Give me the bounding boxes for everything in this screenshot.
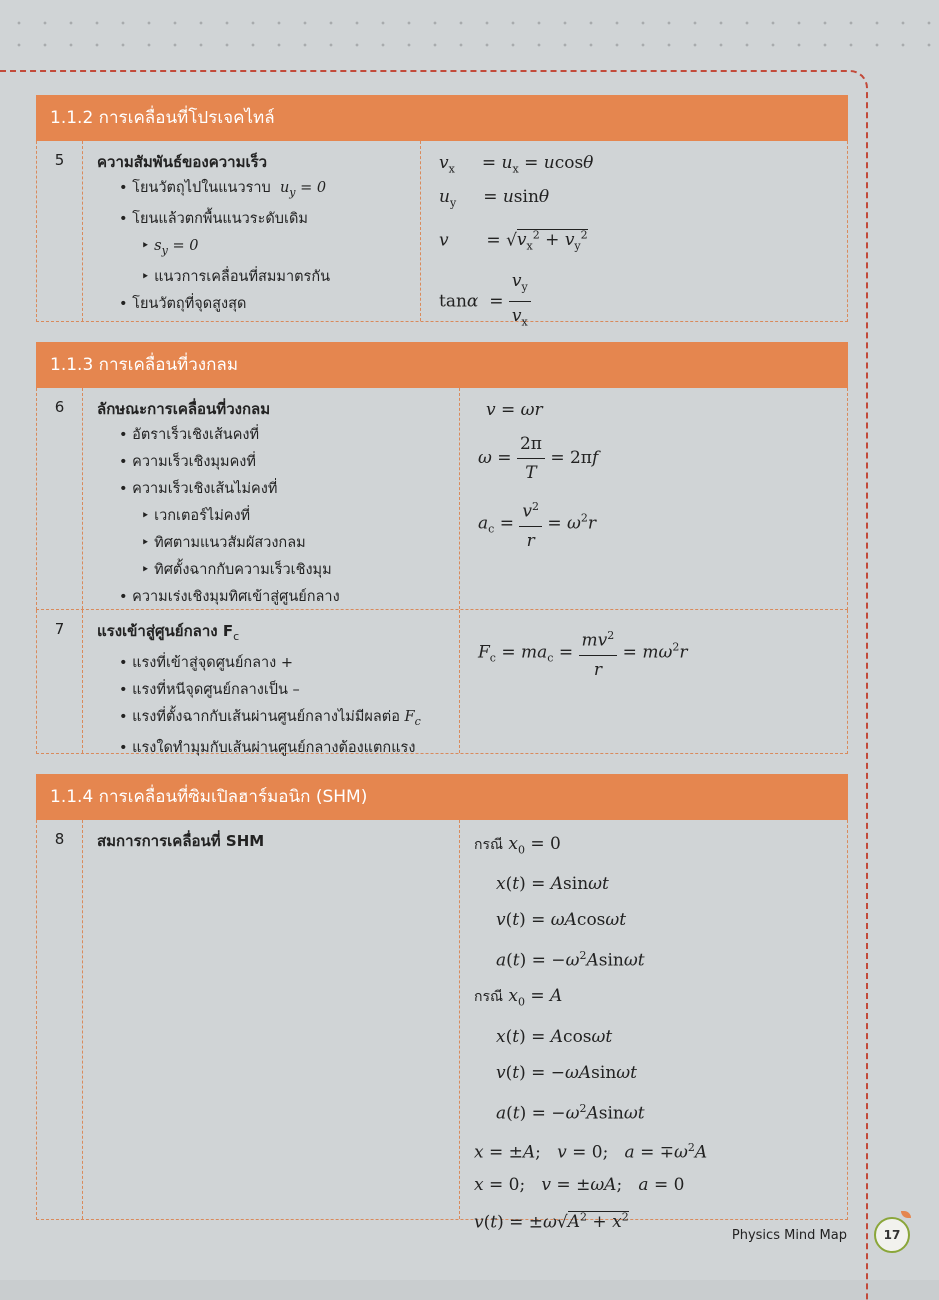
- list-item: • แรงที่ตั้งฉากกับเส้นผ่านศูนย์กลางไม่มีผลต่อ $F_c$: [119, 709, 421, 728]
- list-item: ‣ เวกเตอร์ไม่คงที่: [141, 508, 251, 524]
- row-description: [83, 141, 420, 321]
- leaf-icon: [901, 1211, 911, 1218]
- math-expression: $F_c$: [404, 709, 421, 728]
- row-number: 8: [37, 820, 83, 1219]
- list-item: • ความเร็วเชิงเส้นไม่คงที่: [119, 481, 278, 497]
- formula: v(t) = ωAcosωt: [496, 910, 627, 931]
- formula: กรณี $x_0 = A$: [474, 986, 563, 1009]
- row-title: สมการการเคลื่อนที่ SHM: [97, 832, 265, 850]
- formula: x = ±A; v = 0; $a = \mp\omega^2A$: [474, 1141, 708, 1163]
- row-description: [83, 820, 459, 1219]
- list-item: • อัตราเร็วเชิงเส้นคงที่: [119, 427, 260, 443]
- formula: กรณี $x_0 = 0$: [474, 834, 561, 857]
- formula: x(t) = Asinωt: [496, 874, 609, 895]
- formula: v = $√v_x^2 + v_y^2$: [439, 228, 588, 253]
- list-item: • แรงใดทำมุมกับเส้นผ่านศูนย์กลางต้องแตกแรง: [119, 739, 416, 756]
- formula: $a(t) = -\omega^2Asin\omega t$: [496, 1102, 645, 1125]
- row-formulas: [459, 610, 847, 753]
- row-formulas: [459, 820, 847, 1233]
- section-heading: 1.1.3 การเคลื่อนที่วงกลม: [36, 342, 848, 388]
- list-item: ‣ $s_y = 0$: [141, 237, 199, 257]
- row-title: ความสัมพันธ์ของความเร็ว: [97, 153, 268, 171]
- footer-label: Physics Mind Map: [731, 1228, 847, 1243]
- list-item: • ความเร่งเชิงมุมทิศเข้าสู่ศูนย์กลาง: [119, 589, 340, 605]
- row-number: 5: [37, 141, 83, 321]
- row-title: แรงเข้าสู่ศูนย์กลาง $F_c$: [97, 622, 240, 643]
- formula: v(t) = −ωAsinωt: [496, 1063, 637, 1084]
- list-item: ‣ แนวการเคลื่อนที่สมมาตรกัน: [141, 268, 331, 285]
- list-item: • โยนวัตถุไปในแนวราบ $u_y = 0$: [119, 180, 327, 199]
- formula: $u_y$ = usinθ: [439, 187, 550, 210]
- formula: v = ωr: [486, 400, 543, 420]
- formula: x = 0; v = ±ωA; a = 0: [474, 1174, 685, 1195]
- section-heading: 1.1.4 การเคลื่อนที่ซิมเปิลฮาร์มอนิก (SHM): [36, 774, 848, 820]
- list-item: ‣ ทิศตามแนวสัมผัสวงกลม: [141, 535, 306, 551]
- list-item: • ความเร็วเชิงมุมคงที่: [119, 454, 256, 470]
- formula: $v_x$ = $u_x = ucos\theta$: [439, 153, 594, 176]
- table-row: [36, 610, 848, 754]
- row-description: [83, 388, 459, 609]
- formula: $v(t) = \pm\omega√A^2 + x^2$: [474, 1210, 629, 1233]
- table-row: [36, 388, 848, 610]
- section-projectile: [36, 95, 848, 329]
- row-title: ลักษณะการเคลื่อนที่วงกลม: [97, 400, 271, 418]
- list-item: • แรงที่หนีจุดศูนย์กลางเป็น –: [119, 682, 300, 698]
- list-item: • โยนวัตถุที่จุดสูงสุด: [119, 295, 247, 312]
- list-item: • แรงที่เข้าสู่จุดศูนย์กลาง +: [119, 655, 293, 671]
- section-heading: 1.1.2 การเคลื่อนที่โปรเจคไทล์: [36, 95, 848, 141]
- page-number: 17: [874, 1217, 910, 1253]
- row-number: 7: [37, 610, 83, 753]
- row-description: [83, 610, 459, 756]
- formula: tanα = $\frac{v_y}{v_x}$: [439, 267, 847, 337]
- math-expression: $u_y = 0$: [279, 180, 327, 199]
- section-shm: [36, 774, 848, 1233]
- row-number: 6: [37, 388, 83, 609]
- formula: $a_c$ = $\frac{v^2}{r}$ = $\omega^2r$: [478, 493, 847, 555]
- section-circular-motion: [36, 342, 848, 754]
- row-formulas: [420, 141, 847, 329]
- list-item: ‣ ทิศตั้งฉากกับความเร็วเชิงมุม: [141, 562, 332, 578]
- row-formulas: [459, 388, 847, 609]
- list-item: • โยนแล้วตกพื้นแนวระดับเดิม: [119, 210, 308, 227]
- formula: $a(t) = -\omega^2Asin\omega t$: [496, 949, 645, 972]
- table-row: [36, 820, 848, 1233]
- formula: x(t) = Acosωt: [496, 1027, 613, 1048]
- formula: $F_c = ma_c$ = $\frac{mv^2}{r}$ = $m\omega^2r$: [478, 622, 847, 684]
- dot-pattern: [0, 8, 939, 58]
- formula: ω = $\frac{2\pi}{T}$ = 2πf: [478, 430, 847, 487]
- table-row: [36, 141, 848, 329]
- math-expression: $s_y = 0$: [154, 237, 199, 257]
